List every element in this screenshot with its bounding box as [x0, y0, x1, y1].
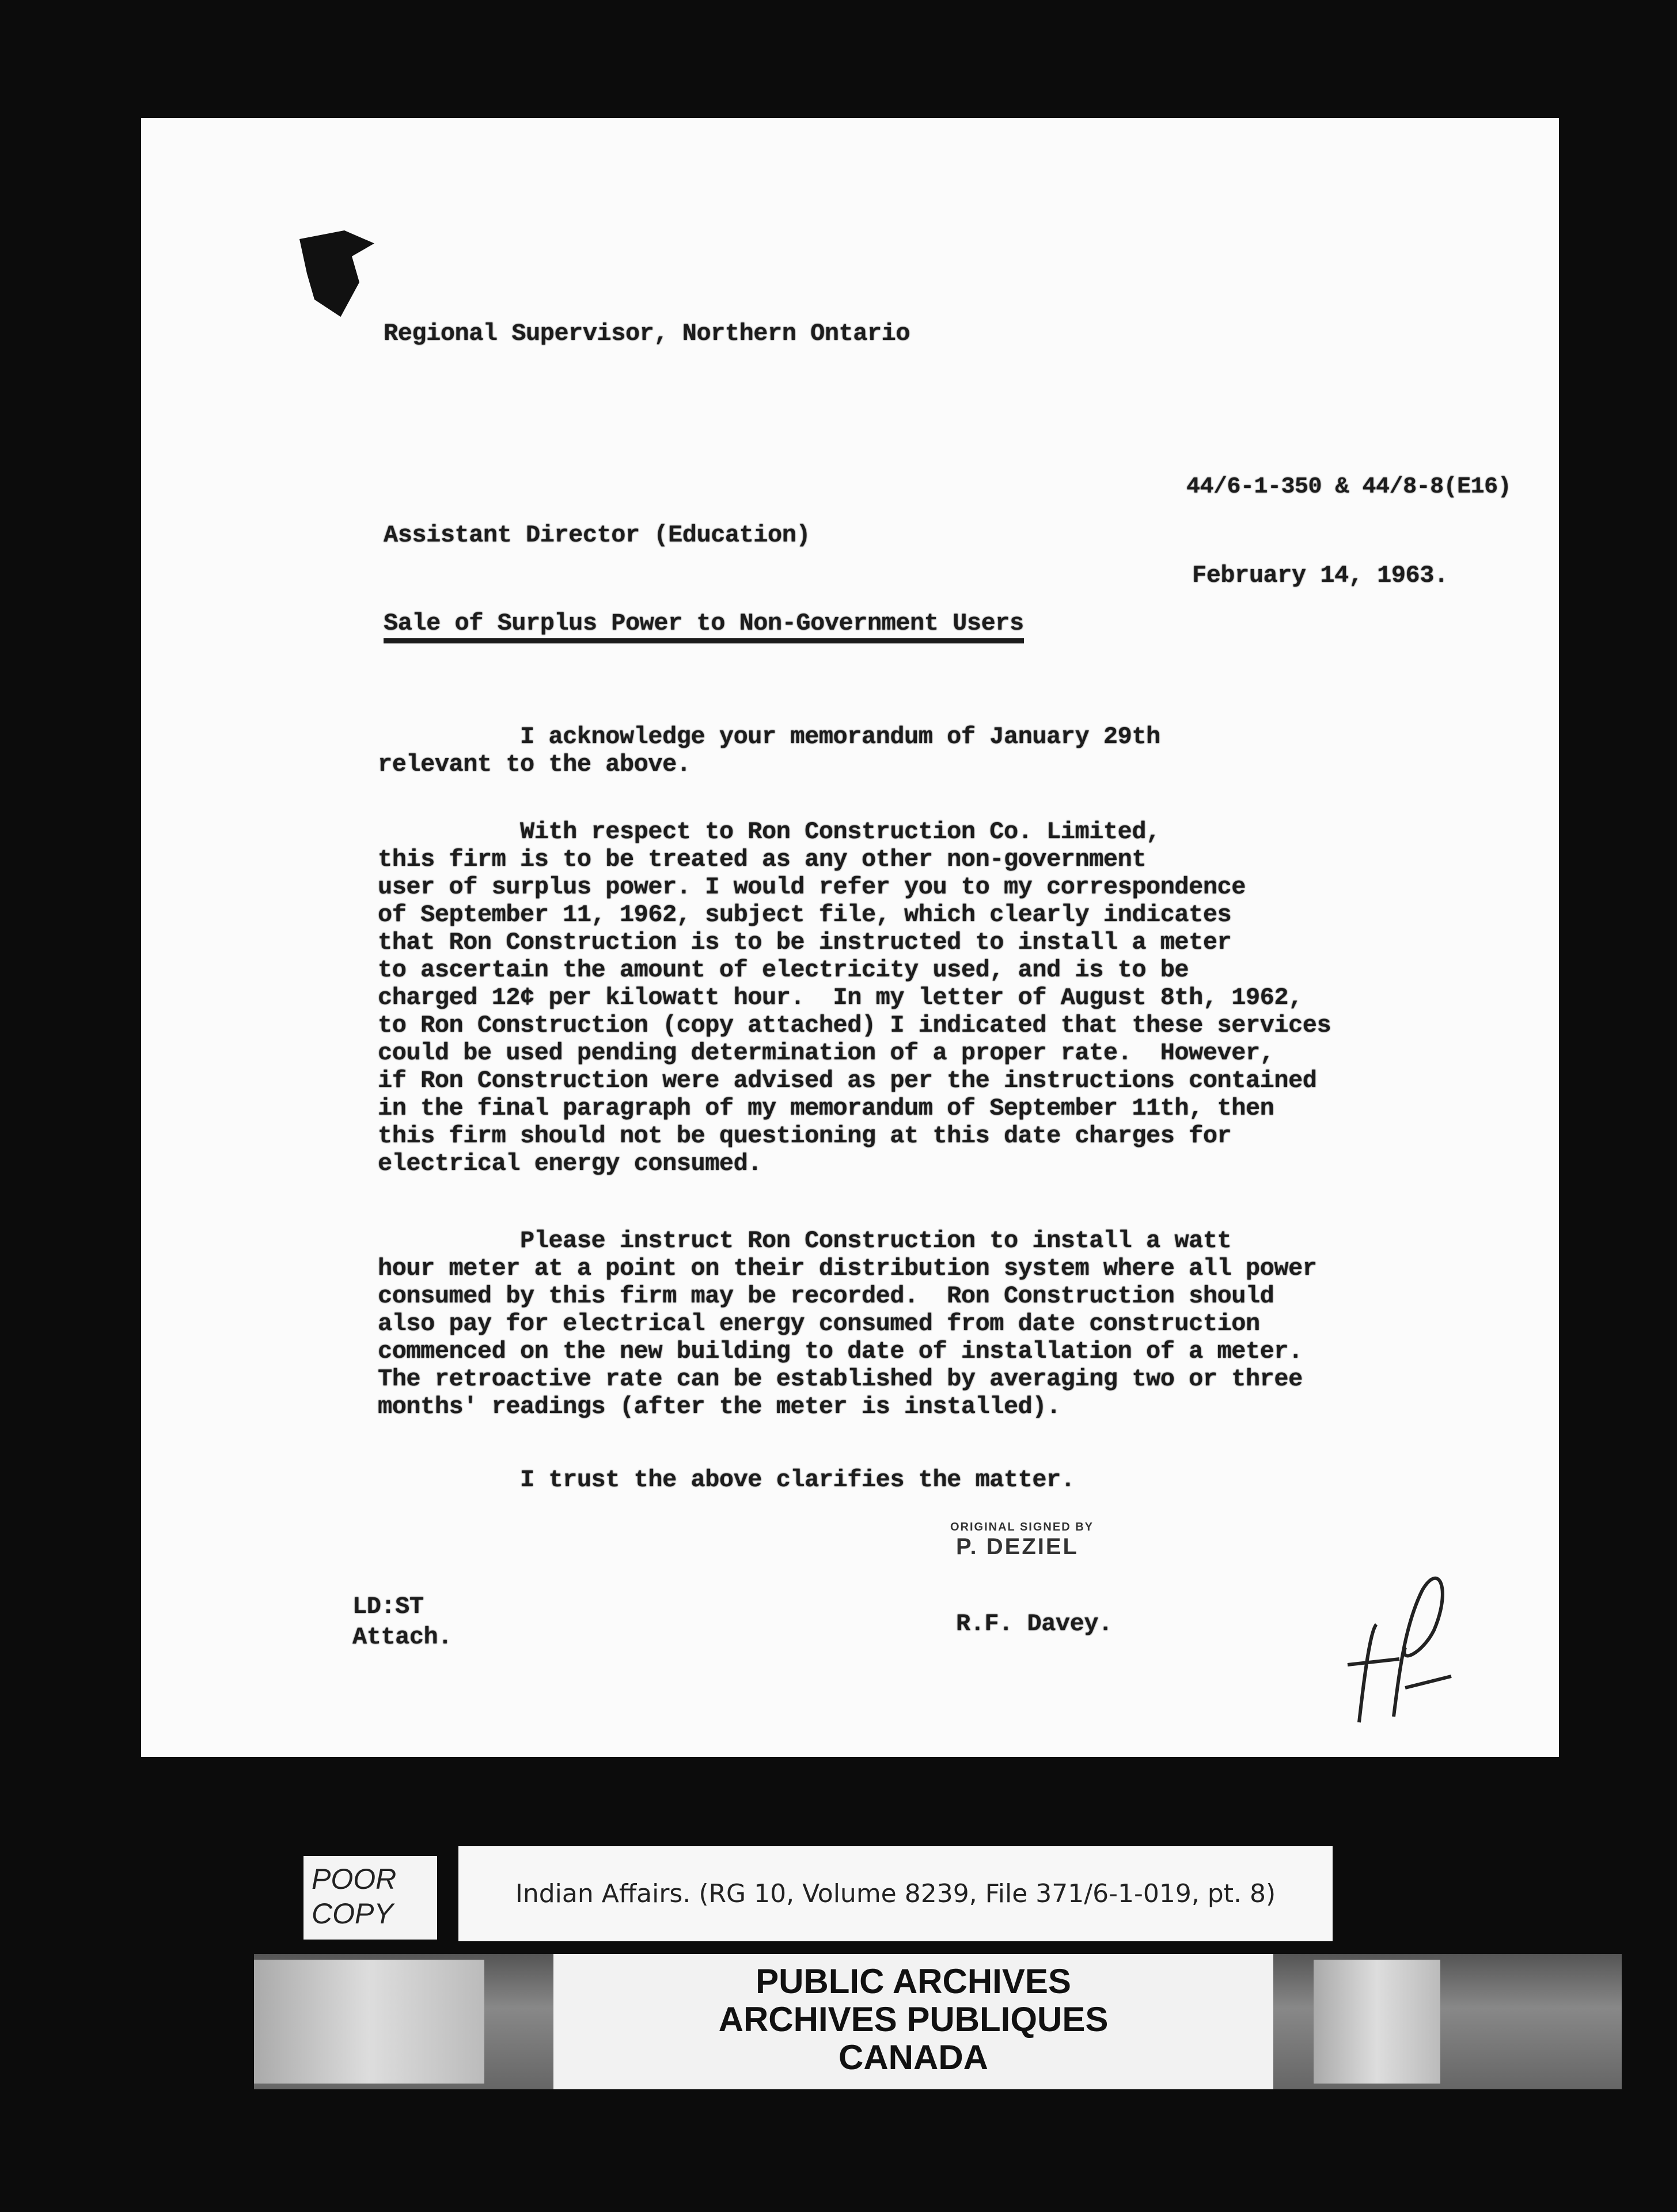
archive-reference-label: [458, 1846, 1333, 1941]
archive-reference: Indian Affairs. (RG 10, Volume 8239, File 371/6-1-019, pt. 8): [515, 1879, 1276, 1908]
attachment-note: Attach.: [352, 1623, 452, 1651]
signed-stamp: [950, 1521, 1094, 1560]
strip-tab-left: [254, 1960, 484, 2084]
archive-strip: [254, 1954, 1622, 2089]
stamp-line-1: ORIGINAL SIGNED BY: [950, 1521, 1094, 1533]
closing: I trust the above clarifies the matter.: [378, 1466, 1075, 1494]
recipient: Assistant Director (Education): [384, 521, 811, 549]
poor-copy-text: POOR COPY: [312, 1863, 397, 1930]
poor-copy-sticker: [303, 1856, 437, 1940]
typist-initials: LD:ST: [352, 1593, 424, 1620]
letter-date: February 14, 1963.: [1192, 562, 1448, 589]
stamp-line-2: P. DEZIEL: [956, 1534, 1079, 1559]
subject-line: Sale of Surplus Power to Non-Government Users: [384, 609, 1024, 643]
paragraph-1: I acknowledge your memorandum of January 29th relevant to the above.: [378, 723, 1160, 778]
signatory: R.F. Davey.: [956, 1610, 1113, 1638]
handwritten-initials-signature: [1336, 1555, 1463, 1728]
archive-line-2: ARCHIVES PUBLIQUES: [718, 2000, 1109, 2039]
file-number: 44/6-1-350 & 44/8-8(E16): [1186, 474, 1512, 500]
paragraph-2: With respect to Ron Construction Co. Limited, this firm is to be treated as any other non-government user of surplus power. I would refer you to my correspondence of September 11, 1962, subject file, which clearly indicates that Ron Construction is to be instructed to install a meter to ascertain the amount of electricity used, and is to be charged 12¢ per kilowatt hour. In my letter of August 8th, 1962, to Ron Construction (copy attached) I indicated that these services could be used pending determination of a proper rate. However, if Ron Construction were advised as per the instructions contained in the final paragraph of my memorandum of September 11th, then this firm should not be questioning at this date charges for electrical energy consumed.: [378, 818, 1331, 1177]
sender: Regional Supervisor, Northern Ontario: [384, 320, 910, 347]
archive-line-3: CANADA: [838, 2038, 988, 2077]
archive-banner: [553, 1954, 1273, 2089]
archive-line-1: PUBLIC ARCHIVES: [756, 1962, 1071, 2001]
paragraph-3: Please instruct Ron Construction to install a watt hour meter at a point on their distribution system where all power consumed by this firm may be recorded. Ron Construction should also pay for electrical energy consumed from date construction commenced on the new building to date of installation of a meter. The retroactive rate can be established by averaging two or three months' readings (after the meter is installed).: [378, 1227, 1317, 1421]
strip-tab-right: [1314, 1960, 1440, 2084]
